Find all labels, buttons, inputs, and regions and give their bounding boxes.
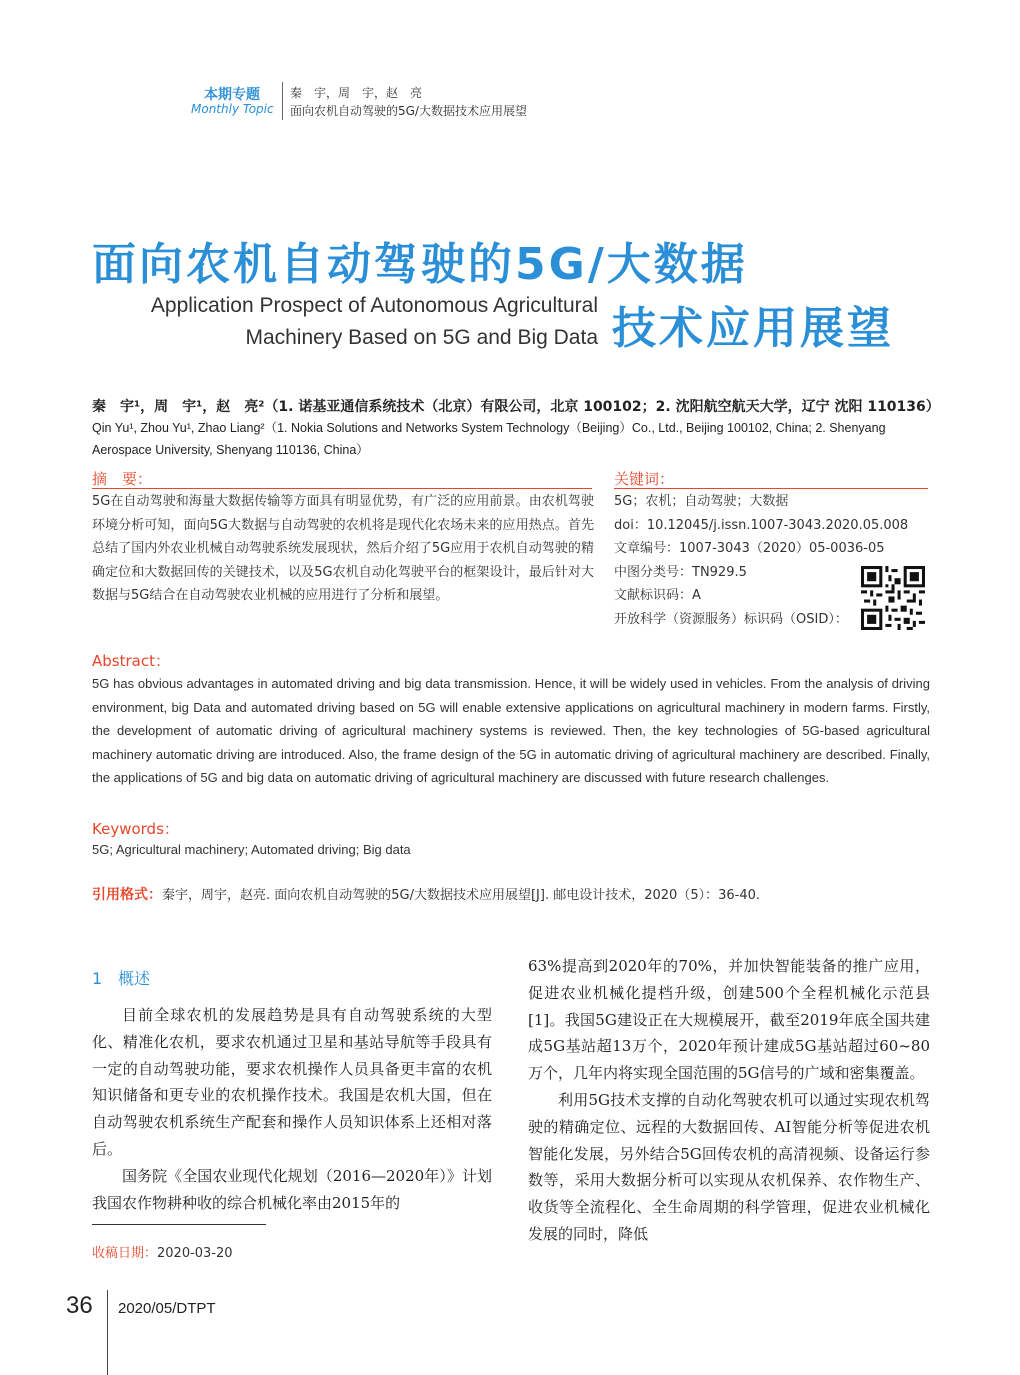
footnote-divider (92, 1224, 266, 1225)
citation-label: 引用格式： (92, 887, 162, 903)
header-divider (282, 82, 283, 120)
page-number: 36 (66, 1292, 93, 1319)
received-date (92, 1242, 233, 1261)
body-column-left (92, 1002, 492, 1216)
footer-divider (107, 1290, 108, 1375)
title-en (92, 290, 598, 354)
paragraph: 国务院《全国农业现代化规划（2016—2020年）》计划我国农作物耕种收的综合机械化率由2015年的 (92, 1166, 492, 1212)
issue-info: 2020/05/DTPT (118, 1300, 216, 1317)
title-en-line1: Application Prospect of Autonomous Agricultural (150, 294, 598, 317)
authors-cn: 秦 宇¹，周 宇¹，赵 亮²（1. 诺基亚通信系统技术（北京）有限公司，北京 100102；2. 沈阳航空航天大学，辽宁 沈阳 110136） (92, 399, 940, 415)
title-en-line2: Machinery Based on 5G and Big Data (245, 326, 598, 349)
header-topic-cn: 本期专题 (204, 87, 260, 103)
clc-number: 中图分类号：TN929.5 (614, 564, 747, 580)
paragraph: 63%提高到2020年的70%，并加快智能装备的推广应用，促进农业机械化提档升级，创建500个全程机械化示范县[1]。我国5G建设正在大规模展开，截至2019年底全国共建成5G基站超13万个，2020年预计建成5G基站超过60~80万个，几年内将实现全国范围的5G信号的广域和密集覆盖。 (528, 957, 930, 1083)
header-topic-en: Monthly Topic (191, 102, 274, 116)
received-label: 收稿日期： (92, 1246, 158, 1261)
abstract-underline (92, 488, 592, 489)
paragraph: 利用5G技术支撑的自动化驾驶农机可以通过实现农机驾驶的精确定位、远程的大数据回传、AI智能分析等促进农机智能化发展，另外结合5G回传农机的高清视频、设备运行参数等，采用大数据分析可以实现从农机保养、农作物生产、收货等全流程化、全生命周期的科学管理，促进农业机械化发展的同时，降低 (528, 1090, 930, 1243)
abstract-en-label: Abstract： (92, 652, 170, 670)
title-cn-line2: 技术应用展望 (612, 303, 894, 354)
citation-text: 秦宇，周宇，赵亮. 面向农机自动驾驶的5G/大数据技术应用展望[J]. 邮电设计技术，2020（5）：36-40. (162, 888, 760, 903)
keywords-en: 5G; Agricultural machinery; Automated driving; Big data (92, 842, 411, 857)
abstract-cn-text: 5G在自动驾驶和海量大数据传输等方面具有明显优势，有广泛的应用前景。由农机驾驶环境分析可知，面向5G大数据与自动驾驶的农机将是现代化农场未来的应用热点。首先总结了国内外农业机械自动驾驶系统发展现状，然后介绍了5G应用于农机自动驾驶的精确定位和大数据回传的关键技术，以及5G农机自动化驾驶平台的框架设计，最后针对大数据与5G结合在自动驾驶农业机械的应用进行了分析和展望。 (92, 494, 594, 603)
title-cn-line1: 面向农机自动驾驶的5G/大数据 (92, 239, 748, 290)
keywords-underline (614, 488, 928, 489)
doi[interactable]: doi：10.12045/j.issn.1007-3043.2020.05.008 (614, 517, 909, 533)
abstract-cn-label: 摘 要： (92, 470, 153, 488)
keywords-en-label: Keywords： (92, 820, 179, 838)
paragraph: 目前全球农机的发展趋势是具有自动驾驶系统的大型化、精准化农机，要求农机通过卫星和基站导航等手段具有一定的自动驾驶功能，要求农机操作人员具备更丰富的农机知识储备和更专业的农机操作技术。我国是农机大国，但在自动驾驶农机系统生产配套和操作人员知识体系上还相对落后。 (92, 1006, 492, 1158)
article-number: 文章编号：1007-3043（2020）05-0036-05 (614, 541, 885, 556)
keywords-cn: 5G；农机；自动驾驶；大数据 (614, 494, 789, 509)
header-authors: 秦 宇，周 宇，赵 亮 (290, 86, 423, 100)
body-column-right (528, 953, 930, 1248)
section-heading: 1 概述 (92, 969, 151, 988)
received-value: 2020-03-20 (157, 1246, 233, 1261)
document-code: 文献标识码：A (614, 588, 701, 603)
osid-label: 开放科学（资源服务）标识码（OSID）： (614, 611, 848, 627)
authors-en: Qin Yu¹, Zhou Yu¹, Zhao Liang²（1. Nokia Solutions and Networks System Technology（Beijing）Co., Ltd., Beijing 100102, China; 2. Shenyang Aerospace University, Shenyang 110136, China） (92, 421, 886, 457)
qr-code-icon[interactable] (861, 566, 925, 630)
header-article-title: 面向农机自动驾驶的5G/大数据技术应用展望 (290, 104, 527, 118)
keywords-cn-label: 关键词： (614, 470, 675, 488)
citation (92, 884, 760, 904)
abstract-en-text: 5G has obvious advantages in automated driving and big data transmission. Hence, it will be widely used in vehicles. From the analysis of driving environment, big Data and automated driving based on 5G will enable extensive applications on agricultural machinery in modern farms. Firstly, the development of automatic driving of agricultural machinery systems is reviewed. Then, the key technologies of 5G-based agricultural machinery automatic driving are introduced. Also, the frame design of the 5G in automatic driving of agricultural machinery are described. Finally, the applications of 5G and big data on automatic driving of agricultural machinery are discussed with future research challenges. (92, 676, 930, 786)
